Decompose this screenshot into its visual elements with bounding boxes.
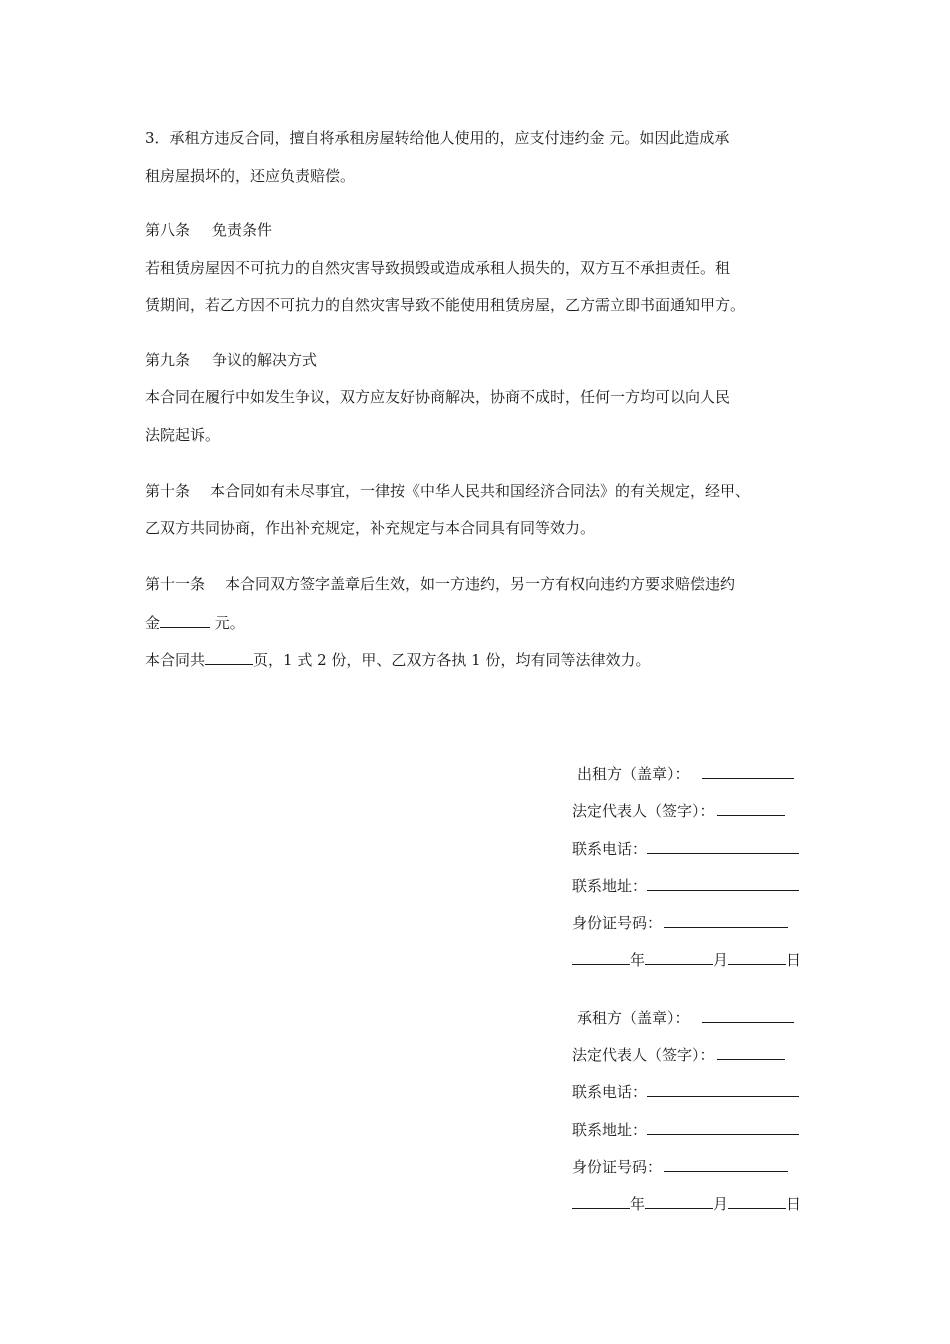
article-8-title: 免责条件 [212,221,273,239]
article-8-line2: 赁期间，若乙方因不可抗力的自然灾害导致不能使用租赁房屋，乙方需立即书面通知甲方。 [145,296,746,314]
lessee-id-blank[interactable] [664,1156,788,1172]
article-9-line2: 法院起诉。 [145,426,221,444]
article-10-number: 第十条 [145,482,191,500]
lessor-month-blank[interactable] [645,949,713,965]
lessor-address-row: 联系地址： [572,875,808,896]
article-10-text: 本合同如有未尽事宜，一律按《中华人民共和国经济合同法》的有关规定，经甲、 [210,482,751,500]
page-count-blank[interactable] [205,648,253,665]
clause-item-3-line2: 租房屋损坏的，还应负责赔偿。 [145,167,356,185]
penalty-amount-blank[interactable] [160,611,210,628]
article-8-number: 第八条 [145,221,191,239]
lessor-id-blank[interactable] [664,912,788,928]
article-11-line1 [145,574,735,594]
article-11-number: 第十一条 [145,575,206,593]
lessee-id-row: 身份证号码： [572,1156,808,1177]
article-10-line2: 乙双方共同协商，作出补充规定，补充规定与本合同具有同等效力。 [145,519,596,537]
lessee-rep-row: 法定代表人（签字）： [572,1044,808,1065]
lessee-day-blank[interactable] [728,1193,786,1209]
lessee-address-row: 联系地址： [572,1119,808,1140]
lessor-year-blank[interactable] [572,949,630,965]
lessee-phone-blank[interactable] [647,1081,799,1097]
lessee-party-row: 承租方（盖章）： [572,1007,808,1028]
article-9-heading [145,350,317,370]
lessor-party-row: 出租方（盖章）： [572,763,808,784]
lessor-date-row: 年 月 日 [572,949,808,970]
lessor-rep-row: 法定代表人（签字）： [572,800,808,821]
lessee-date-row: 年 月 日 [572,1193,808,1214]
article-11-line2: 金 元。 [145,611,245,633]
lessee-address-blank[interactable] [647,1119,799,1135]
lessor-phone-row: 联系电话： [572,838,808,859]
article-10-line1 [145,481,750,501]
lessor-seal-blank[interactable] [702,763,794,779]
lessor-day-blank[interactable] [728,949,786,965]
clause-item-3-line1: 3．承租方违反合同，擅自将承租房屋转给他人使用的，应支付违约金 元。如因此造成承 [145,129,730,147]
lessor-address-blank[interactable] [647,875,799,891]
lessee-rep-blank[interactable] [717,1044,785,1060]
lessor-rep-blank[interactable] [717,800,785,816]
lessor-phone-blank[interactable] [647,838,799,854]
article-9-number: 第九条 [145,351,191,369]
article-9-line1: 本合同在履行中如发生争议，双方应友好协商解决，协商不成时，任何一方均可以向人民 [145,388,731,406]
lessee-year-blank[interactable] [572,1193,630,1209]
article-8-heading [145,220,272,240]
article-11-text: 本合同双方签字盖章后生效，如一方违约，另一方有权向违约方要求赔偿违约 [225,575,736,593]
article-9-title: 争议的解决方式 [212,351,318,369]
lessee-seal-blank[interactable] [702,1007,794,1023]
lessor-id-row: 身份证号码： [572,912,808,933]
lessee-phone-row: 联系电话： [572,1081,808,1102]
article-8-line1: 若租赁房屋因不可抗力的自然灾害导致损毁或造成承租人损失的，双方互不承担责任。租 [145,259,731,277]
copies-line: 本合同共 页，1 式 2 份，甲、乙双方各执 1 份，均有同等法律效力。 [145,648,651,670]
lessee-month-blank[interactable] [645,1193,713,1209]
